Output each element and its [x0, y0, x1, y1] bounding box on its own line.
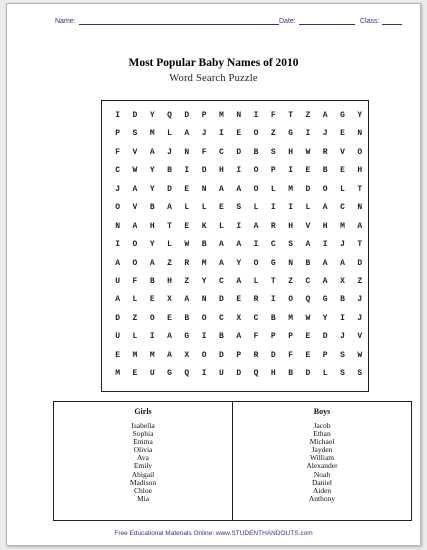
grid-letter: W — [132, 166, 138, 176]
grid-letter: E — [236, 295, 242, 305]
grid-letter: K — [201, 221, 207, 231]
grid-letter: H — [219, 166, 224, 176]
grid-letter: E — [305, 350, 311, 360]
grid-letter: A — [322, 111, 328, 120]
grid-letter: I — [201, 369, 207, 379]
boys-heading: Boys — [313, 407, 331, 416]
grid-letter: M — [149, 350, 155, 360]
grid-letter: C — [219, 276, 224, 286]
grid-letter: L — [201, 203, 207, 213]
grid-letter: B — [201, 240, 207, 250]
grid-letter: B — [322, 166, 328, 176]
grid-letter: A — [184, 295, 190, 305]
grid-letter: I — [288, 166, 294, 176]
grid-letter: F — [253, 332, 259, 342]
grid-letter: Y — [149, 166, 155, 176]
grid-letter: E — [305, 166, 311, 176]
grid-letter: O — [253, 184, 259, 194]
grid-letter: A — [184, 129, 190, 139]
grid-letter: C — [270, 240, 276, 250]
grid-letter: Z — [305, 111, 311, 120]
grid-letter: O — [253, 166, 259, 176]
boy-name: Michael — [309, 437, 335, 447]
grid-letter: N — [357, 129, 363, 139]
boy-name: Alexander — [306, 461, 338, 471]
grid-letter: V — [132, 203, 138, 213]
girl-name: Emily — [133, 461, 153, 471]
grid-letter: S — [357, 369, 363, 379]
girl-name: Ava — [137, 453, 149, 463]
grid-letter: D — [322, 332, 328, 342]
grid-letter: L — [167, 240, 172, 250]
grid-letter: T — [270, 276, 276, 286]
grid-letter: Z — [167, 258, 172, 268]
grid-letter: V — [340, 147, 345, 157]
grid-letter: A — [219, 184, 224, 194]
grid-letter: F — [115, 147, 121, 157]
grid-letter: O — [288, 295, 294, 305]
grid-letter: Z — [184, 276, 190, 286]
grid-letter: F — [270, 111, 276, 120]
grid-letter: A — [253, 221, 259, 231]
grid-letter: O — [253, 129, 259, 139]
grid-letter: Y — [201, 276, 207, 286]
grid-letter: H — [149, 221, 155, 231]
grid-letter: A — [149, 258, 155, 268]
grid-letter: N — [236, 111, 242, 120]
grid-letter: A — [322, 276, 328, 286]
grid-letter: I — [322, 240, 328, 250]
grid-letter: I — [270, 203, 276, 213]
grid-letter: C — [340, 203, 345, 213]
grid-letter: A — [132, 221, 138, 231]
page-title: Most Popular Baby Names of 2010 — [128, 57, 299, 69]
grid-letter: E — [149, 295, 155, 305]
word-search-grid — [109, 107, 368, 384]
grid-letter: L — [132, 332, 138, 342]
grid-letter: H — [167, 276, 172, 286]
grid-letter: E — [340, 166, 345, 176]
grid-letter: A — [236, 184, 242, 194]
grid-letter: L — [270, 184, 276, 194]
grid-letter: D — [167, 184, 172, 194]
grid-letter: A — [132, 184, 138, 194]
grid-letter: I — [270, 295, 276, 305]
grid-letter: A — [322, 203, 328, 213]
boy-name: Anthony — [308, 493, 336, 503]
grid-letter: N — [357, 203, 363, 213]
word-list-table — [53, 401, 412, 521]
grid-letter: A — [167, 332, 172, 342]
grid-letter: T — [288, 111, 294, 120]
grid-letter: B — [253, 147, 259, 157]
grid-letter: S — [132, 129, 138, 139]
grid-letter: R — [253, 350, 259, 360]
grid-letter: I — [149, 332, 155, 342]
grid-letter: G — [167, 369, 172, 379]
grid-letter: O — [357, 147, 363, 157]
grid-letter: D — [270, 350, 276, 360]
date-blank-line — [299, 17, 355, 25]
girl-name: Isabella — [131, 421, 155, 430]
grid-letter: I — [253, 240, 259, 250]
grid-letter: G — [270, 258, 276, 268]
grid-letter: A — [115, 258, 121, 268]
grid-letter: Y — [236, 258, 242, 268]
girl-name: Mia — [136, 493, 150, 503]
grid-letter: M — [340, 221, 345, 231]
grid-letter: F — [288, 350, 294, 360]
grid-letter: H — [288, 221, 294, 231]
grid-letter: A — [115, 295, 121, 305]
boy-name: Ethan — [313, 429, 331, 439]
grid-letter: G — [340, 111, 345, 120]
grid-letter: E — [236, 129, 242, 139]
class-blank-line — [382, 17, 402, 25]
girl-name: Olivia — [133, 445, 153, 455]
grid-letter: A — [219, 240, 224, 250]
grid-letter: V — [357, 332, 363, 342]
grid-letter: D — [184, 111, 190, 120]
girl-name: Sophia — [132, 429, 154, 439]
grid-letter: L — [253, 276, 259, 286]
grid-letter: X — [236, 313, 242, 323]
grid-letter: B — [305, 258, 311, 268]
grid-letter: E — [184, 184, 190, 194]
grid-letter: N — [115, 221, 121, 231]
boy-name: William — [309, 453, 335, 463]
grid-letter: X — [184, 350, 190, 360]
class-label: Class: — [360, 18, 380, 25]
grid-letter: M — [288, 184, 294, 194]
girl-name: Emma — [133, 437, 153, 447]
girl-name: Chloe — [134, 485, 152, 495]
grid-letter: Z — [270, 129, 276, 139]
grid-letter: Y — [149, 240, 155, 250]
grid-letter: M — [149, 129, 155, 139]
name-label: Name: — [55, 18, 76, 25]
grid-letter: D — [219, 295, 224, 305]
grid-letter: V — [305, 221, 311, 231]
grid-letter: P — [270, 166, 276, 176]
grid-letter: R — [270, 221, 276, 231]
grid-letter: U — [149, 369, 155, 379]
grid-letter: P — [115, 129, 121, 139]
grid-letter: O — [201, 313, 207, 323]
grid-letter: A — [219, 258, 224, 268]
grid-letter: D — [236, 369, 242, 379]
grid-letter: I — [184, 166, 190, 176]
grid-letter: I — [219, 129, 224, 139]
grid-letter: W — [184, 240, 190, 250]
grid-letter: A — [322, 258, 328, 268]
grid-letter: L — [184, 203, 190, 213]
grid-letter: H — [322, 221, 328, 231]
grid-letter: Q — [167, 111, 172, 120]
grid-letter: L — [253, 203, 259, 213]
grid-letter: P — [236, 350, 242, 360]
grid-letter: R — [184, 258, 190, 268]
grid-letter: D — [357, 258, 363, 268]
grid-letter: E — [115, 350, 121, 360]
girl-name: Madison — [129, 477, 157, 487]
grid-letter: H — [270, 369, 276, 379]
grid-letter: Q — [305, 295, 311, 305]
grid-letter: V — [132, 147, 138, 157]
grid-letter: W — [305, 147, 311, 157]
girls-column — [54, 402, 232, 520]
boy-name: Aiden — [312, 485, 332, 495]
grid-letter: I — [236, 221, 242, 231]
grid-letter: N — [184, 147, 190, 157]
grid-letter: D — [115, 313, 121, 323]
grid-letter: Y — [322, 313, 328, 323]
grid-letter: I — [288, 203, 294, 213]
grid-letter: E — [184, 221, 190, 231]
grid-letter: O — [132, 240, 138, 250]
word-search-grid-box — [101, 100, 369, 392]
grid-letter: I — [115, 240, 121, 250]
grid-letter: N — [201, 184, 207, 194]
boys-column — [232, 402, 411, 520]
grid-letter: L — [219, 221, 224, 231]
grid-letter: P — [288, 332, 294, 342]
date-label: Date: — [279, 18, 296, 25]
name-field — [55, 17, 279, 25]
grid-letter: L — [340, 184, 345, 194]
grid-letter: O — [115, 203, 121, 213]
class-field — [360, 17, 402, 25]
grid-letter: N — [201, 295, 207, 305]
grid-letter: C — [253, 313, 259, 323]
grid-letter: H — [288, 147, 294, 157]
grid-letter: F — [132, 276, 138, 286]
grid-letter: U — [115, 332, 121, 342]
grid-letter: M — [201, 258, 207, 268]
grid-letter: Y — [149, 184, 155, 194]
grid-letter: J — [322, 129, 328, 139]
grid-letter: B — [340, 295, 345, 305]
grid-letter: D — [305, 369, 311, 379]
date-field — [279, 17, 355, 25]
grid-letter: Y — [149, 111, 155, 120]
grid-letter: A — [167, 203, 172, 213]
grid-letter: A — [236, 276, 242, 286]
grid-letter: B — [149, 276, 155, 286]
grid-letter: M — [132, 350, 138, 360]
grid-letter: A — [357, 221, 363, 231]
grid-letter: T — [167, 221, 172, 231]
grid-letter: A — [305, 240, 311, 250]
grid-letter: L — [322, 369, 328, 379]
grid-letter: D — [236, 147, 242, 157]
grid-letter: E — [219, 203, 224, 213]
grid-letter: J — [115, 184, 121, 194]
grid-letter: U — [115, 276, 121, 286]
grid-letter: S — [236, 203, 242, 213]
grid-letter: C — [305, 276, 311, 286]
grid-letter: L — [132, 295, 138, 305]
grid-letter: D — [132, 111, 138, 120]
grid-letter: I — [340, 313, 345, 323]
grid-letter: M — [219, 111, 224, 120]
grid-letter: L — [305, 203, 311, 213]
grid-letter: S — [288, 240, 294, 250]
grid-letter: S — [340, 369, 345, 379]
grid-letter: O — [149, 313, 155, 323]
grid-letter: C — [115, 166, 121, 176]
grid-letter: P — [201, 111, 207, 120]
grid-letter: N — [288, 258, 294, 268]
grid-letter: D — [305, 184, 311, 194]
grid-letter: B — [167, 166, 172, 176]
grid-letter: M — [115, 369, 121, 379]
boy-name: Noah — [313, 469, 331, 479]
grid-letter: J — [201, 129, 207, 139]
worksheet-page — [6, 3, 421, 546]
grid-letter: C — [219, 147, 224, 157]
grid-letter: L — [167, 129, 172, 139]
page-subtitle: Word Search Puzzle — [169, 73, 258, 84]
grid-letter: I — [305, 129, 311, 139]
grid-letter: E — [132, 369, 138, 379]
grid-letter: M — [288, 313, 294, 323]
grid-letter: P — [322, 350, 328, 360]
grid-letter: Q — [253, 369, 259, 379]
grid-letter: H — [357, 166, 363, 176]
grid-letter: B — [288, 369, 294, 379]
grid-letter: I — [115, 111, 121, 120]
grid-letter: I — [236, 166, 242, 176]
grid-letter: B — [270, 313, 276, 323]
grid-letter: J — [357, 295, 363, 305]
grid-letter: B — [219, 332, 224, 342]
grid-letter: F — [201, 147, 207, 157]
grid-letter: A — [149, 147, 155, 157]
grid-letter: A — [236, 240, 242, 250]
grid-letter: O — [253, 258, 259, 268]
boy-name: Daniel — [312, 477, 332, 487]
grid-letter: Z — [288, 276, 294, 286]
grid-letter: D — [219, 350, 224, 360]
boy-name: Jayden — [311, 445, 333, 455]
grid-letter: B — [184, 313, 190, 323]
boy-name: Jacob — [313, 421, 331, 430]
grid-letter: B — [149, 203, 155, 213]
grid-letter: S — [340, 350, 345, 360]
girl-name: Abigail — [131, 469, 155, 479]
grid-letter: J — [357, 313, 363, 323]
grid-letter: I — [201, 332, 207, 342]
grid-letter: J — [340, 240, 345, 250]
grid-letter: O — [322, 184, 328, 194]
grid-letter: X — [340, 276, 345, 286]
grid-letter: E — [305, 332, 311, 342]
grid-letter: E — [340, 129, 345, 139]
grid-letter: J — [340, 332, 345, 342]
grid-letter: G — [322, 295, 328, 305]
name-blank-line — [79, 17, 279, 25]
footer-credit: Free Educational Materials Online: www.STUDENTHANDOUTS.com — [114, 530, 313, 537]
grid-letter: R — [253, 295, 259, 305]
grid-letter: D — [201, 166, 207, 176]
grid-letter: Z — [132, 313, 138, 323]
grid-letter: A — [340, 258, 345, 268]
grid-letter: P — [270, 332, 276, 342]
girls-heading: Girls — [134, 407, 152, 416]
grid-letter: S — [270, 147, 276, 157]
grid-letter: E — [167, 313, 172, 323]
grid-letter: T — [357, 184, 363, 194]
grid-letter: Q — [184, 369, 190, 379]
grid-letter: I — [253, 111, 259, 120]
grid-letter: R — [322, 147, 328, 157]
grid-letter: G — [184, 332, 190, 342]
grid-letter: U — [219, 369, 224, 379]
grid-letter: O — [132, 258, 138, 268]
grid-letter: W — [305, 313, 311, 323]
grid-letter: Y — [357, 111, 363, 120]
grid-letter: J — [167, 147, 172, 157]
grid-letter: Z — [357, 276, 363, 286]
grid-letter: C — [219, 313, 224, 323]
grid-letter: A — [236, 332, 242, 342]
grid-letter: A — [167, 350, 172, 360]
grid-letter: X — [167, 295, 172, 305]
grid-letter: O — [201, 350, 207, 360]
grid-letter: G — [288, 129, 294, 139]
grid-letter: T — [357, 240, 363, 250]
grid-letter: W — [357, 350, 363, 360]
